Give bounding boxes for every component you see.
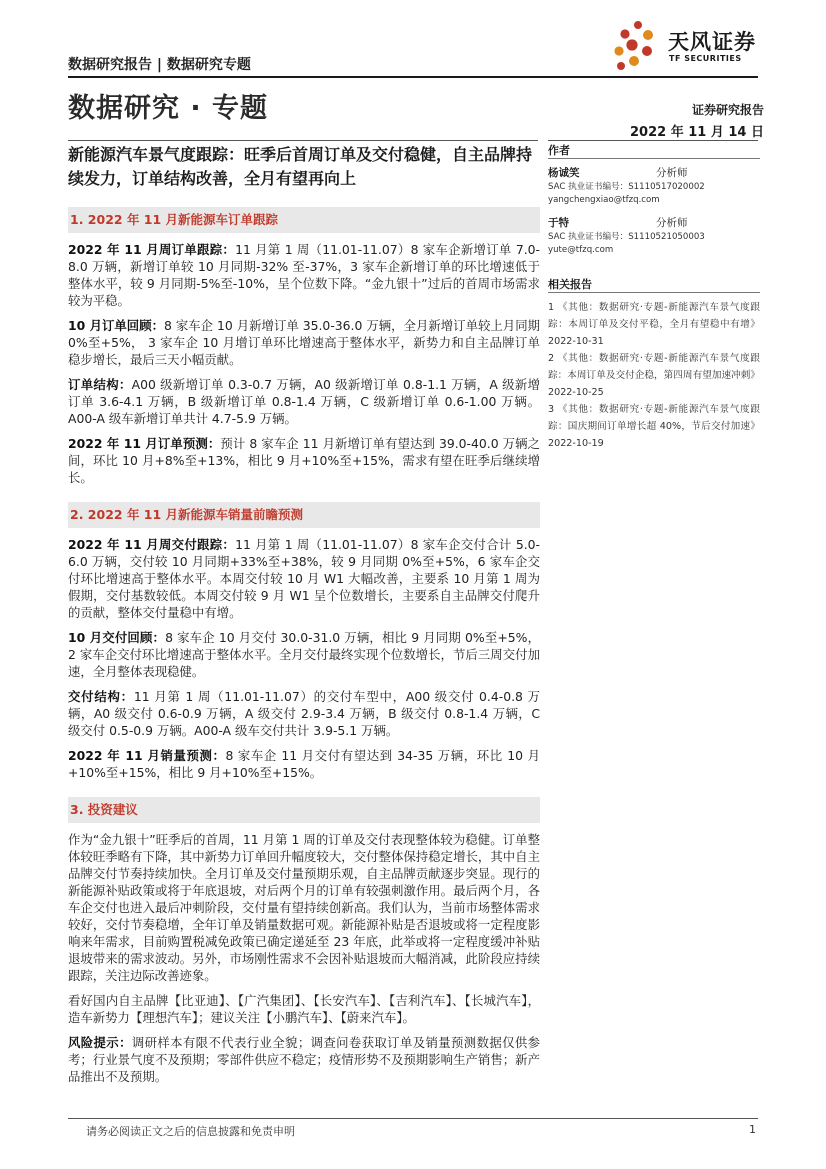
flame-logo-icon: [612, 20, 662, 72]
paragraph: [68, 241, 540, 309]
paragraph-lead: 2022 年 11 月周订单跟踪：: [68, 242, 236, 257]
report-series: 数据研究报告 | 数据研究专题: [68, 57, 251, 73]
logo-name: 天风证券: [668, 30, 756, 54]
paragraph: [68, 629, 540, 680]
paragraph-text: 11 月第 1 周（11.01-11.07）的交付车型中，A00 级交付 0.4-0.8 万辆，A0 级交付 0.6-0.9 万辆，A 级交付 2.9-3.4 万辆，B 级交付 0.8-1.4 万辆，C 级交付 0.5-0.9 万辆。A00-A 级车交付共计 3.9-5.1 万辆。: [68, 689, 540, 738]
paragraph: [68, 376, 540, 427]
analyst-email[interactable]: yute@tfzq.com: [548, 245, 614, 255]
related-reports-heading: 相关报告: [548, 277, 760, 293]
paragraph: [68, 536, 540, 621]
analyst-name: 杨诚笑: [548, 167, 580, 179]
paragraph-text: 作为“金九银十”旺季后的首周，11 月第 1 周的订单及交付表现整体较为稳健。订单整体较旺季略有下降，其中新势力订单回升幅度较大，交付整体保持稳定增长，其中自主品牌交付节奏持续加快。全月订单及交付量预期乐观，自主品牌贡献逐步突显。现行的新能源补贴政策或将于年底退坡，对后两个月的订单有较强刺激作用。最后两个月，各车企交付也进入最后冲刺阶段，交付量有望持续创新高。我们认为，当前市场整体需求较好，交付节奏稳增，全年订单及销量数据可观。新能源补贴是否退坡或将一定程度影响来年需求，目前购置税减免政策已确定递延至 23 年底，此举或将一定程度缓冲补贴退坡带来的需求波动。另外，市场刚性需求不会因补贴退坡而大幅消减，此阶段应持续跟踪，关注边际改善迹象。: [68, 832, 540, 983]
authors-heading: 作者: [548, 143, 760, 159]
analyst-row: [548, 215, 760, 231]
section-title: 2. 2022 年 11 月新能源车销量前瞻预测: [68, 502, 540, 528]
section-1: [68, 207, 540, 486]
paragraph-lead: 订单结构：: [68, 377, 132, 392]
paragraph-lead: 2022 年 11 月周交付跟踪：: [68, 537, 236, 552]
paragraph: [68, 688, 540, 739]
headline: 新能源汽车景气度跟踪：旺季后首周订单及交付稳健，自主品牌持续发力，订单结构改善，全月有望再向上: [68, 145, 533, 188]
footer-rule: [68, 1118, 758, 1119]
paragraph: [68, 1034, 540, 1085]
paragraph-text: A00 级新增订单 0.3-0.7 万辆，A0 级新增订单 0.8-1.1 万辆，A 级新增订单 3.6-4.1 万辆，B 级新增订单 0.8-1.4 万辆，C 级新增订单 0.6-1.00 万辆。A00-A 级车新增订单共计 4.7-5.9 万辆。: [68, 377, 540, 426]
analyst-name: 于特: [548, 217, 569, 229]
page-number: 1: [749, 1123, 756, 1136]
paragraph: [68, 992, 540, 1026]
report-date: 2022 年 11 月 14 日: [630, 125, 764, 140]
section-title: 3. 投资建议: [68, 797, 540, 823]
paragraph: [68, 435, 540, 486]
paragraph-lead: 风险提示：: [68, 1035, 132, 1050]
analyst-role: 分析师: [656, 167, 688, 179]
sidebar: [548, 143, 760, 452]
related-report-item[interactable]: 2 《其他：数据研究·专题-新能源汽车景气度跟踪：本周订单及交付企稳，第四周有望加速冲刺》 2022-10-25: [548, 353, 760, 398]
analyst-email[interactable]: yangchengxiao@tfzq.com: [548, 195, 660, 205]
paragraph-text: 预计 8 家车企 11 月新增订单有望达到 39.0-40.0 万辆之间，环比 10 月+8%至+13%，相比 9 月+10%至+15%，需求有望在旺季后继续增长。: [68, 436, 541, 485]
paragraph-lead: 交付结构：: [68, 689, 134, 704]
paragraph-text: 看好国内自主品牌【比亚迪】、【广汽集团】、【长安汽车】、【吉利汽车】、【长城汽车】，造车新势力【理想汽车】；建议关注【小鹏汽车】、【蔚来汽车】。: [68, 993, 540, 1025]
sidebar-top-rule: [548, 140, 758, 141]
analyst-role: 分析师: [656, 217, 688, 229]
paragraph-lead: 2022 年 11 月销量预测：: [68, 748, 226, 763]
paragraph-text: 11 月第 1 周（11.01-11.07）8 家车企交付合计 5.0-6.0 万辆，交付较 10 月同期+33%至+38%，较 9 月同期 0%至+5%，6 家车企交付环比增速高于整体水平。本周交付较 10 月 W1 大幅改善，主要系 10 月第 1 周为假期，交付基数较低。本周交付较 9 月 W1 呈个位数增长，主要系自主品牌交付爬升的贡献，整体交付量稳中有增。: [68, 537, 540, 620]
analyst-sac: SAC 执业证书编号：S1110521050003: [548, 232, 705, 242]
paragraph-text: 调研样本有限不代表行业全貌；调查问卷获取订单及销量预测数据仅供参考；行业景气度不及预期；零部件供应不稳定；疫情形势不及预期影响生产销售；新产品推出不及预期。: [68, 1035, 541, 1084]
analyst-row: [548, 165, 760, 181]
main-top-rule: [68, 140, 538, 141]
paragraph-text: 8 家车企 10 月交付 30.0-31.0 万辆，相比 9 月同期 0%至+5%，2 家车企交付环比增速高于整体水平。全月交付最终实现个位数增长，节后三周交付加速，全月整体表现稳健。: [68, 630, 540, 679]
footer-disclaimer: 请务必阅读正文之后的信息披露和免责申明: [86, 1125, 295, 1138]
paragraph-lead: 2022 年 11 月订单预测：: [68, 436, 221, 451]
main-column: [68, 143, 540, 1085]
section-3: [68, 797, 540, 1085]
section-2: [68, 502, 540, 781]
paragraph-lead: 10 月订单回顾：: [68, 318, 165, 333]
paragraph: [68, 831, 540, 984]
paragraph: [68, 747, 540, 781]
related-report-item[interactable]: 1 《其他：数据研究·专题-新能源汽车景气度跟踪：本周订单及交付平稳，全月有望稳中有增》 2022-10-31: [548, 302, 760, 347]
section-title: 1. 2022 年 11 月新能源车订单跟踪: [68, 207, 540, 233]
paragraph-text: 8 家车企 11 月交付有望达到 34-35 万辆，环比 10 月+10%至+15%，相比 9 月+10%至+15%。: [68, 748, 540, 780]
paragraph-text: 8 家车企 10 月新增订单 35.0-36.0 万辆，全月新增订单较上月同期 0%至+5%， 3 家车企 10 月增订单环比增速高于整体水平，新势力和自主品牌订单稳步增长，最后三天小幅贡献。: [68, 318, 540, 367]
analyst-sac: SAC 执业证书编号：S1110517020002: [548, 182, 705, 192]
report-type: 证券研究报告: [691, 103, 764, 117]
paragraph-lead: 10 月交付回顾：: [68, 630, 166, 645]
paragraph-text: 11 月第 1 周（11.01-11.07）8 家车企新增订单 7.0-8.0 万辆，新增订单较 10 月同期-32% 至-37%，3 家车企新增订单的环比增速低于整体水平，较 9 月同期-5%至-10%，呈个位数下降。“金九银十”过后的首周市场需求较为平稳。: [68, 242, 540, 308]
paragraph: [68, 317, 540, 368]
header-rule: [68, 76, 758, 78]
tf-securities-logo: [612, 20, 762, 72]
related-report-item[interactable]: 3 《其他：数据研究·专题-新能源汽车景气度跟踪：国庆期间订单增长超 40%，节后交付加速》 2022-10-19: [548, 404, 760, 449]
report-category-title: 数据研究 · 专题: [68, 93, 269, 124]
logo-english: TF SECURITIES: [669, 54, 742, 63]
